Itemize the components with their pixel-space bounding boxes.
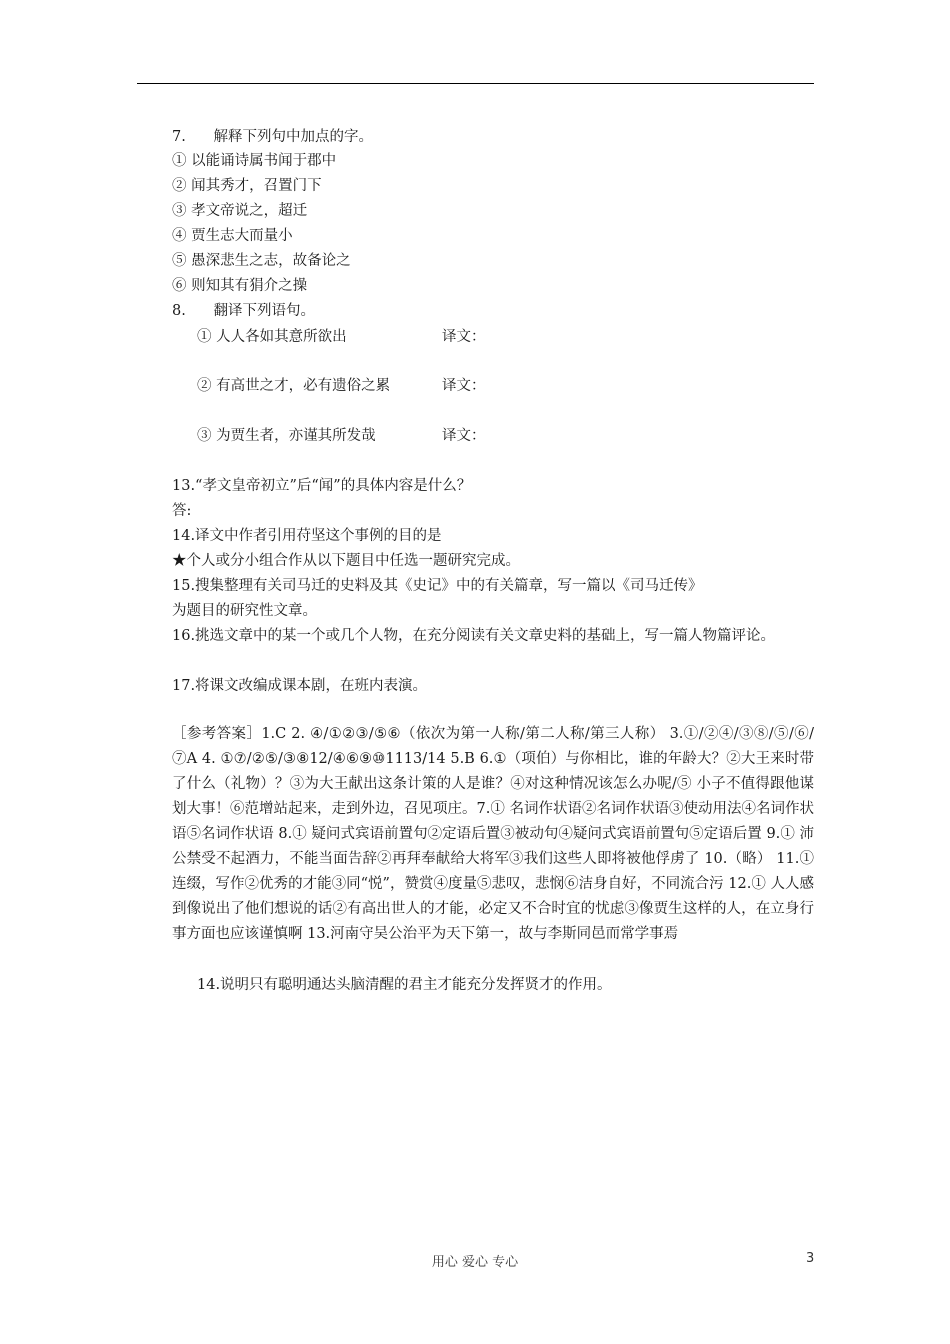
q7-item-1: ① 以能诵诗属书闻于郡中: [172, 153, 337, 169]
q8-item-3-label: 译文：: [442, 428, 486, 444]
q13-answer: 答:: [172, 503, 192, 519]
q17: 17.将课文改编成课本剧，在班内表演。: [172, 678, 428, 694]
star-note: ★个人或分小组合作从以下题目中任选一题研究完成。: [172, 553, 520, 569]
page-footer: 用心 爱心 专心: [431, 1255, 519, 1270]
q8-item-2-label: 译文：: [442, 378, 486, 394]
q15-line-1: 15.搜集整理有关司马迁的史料及其《史记》中的有关篇章，写一篇以《司马迁传》: [172, 578, 703, 594]
q16: 16.挑选文章中的某一个或几个人物，在充分阅读有关文章史料的基础上，写一篇人物篇评论。: [172, 628, 776, 644]
page-number: 3: [806, 1251, 815, 1266]
q7-item-3: ③ 孝文帝说之，超迁: [172, 203, 308, 219]
q8-item-2: ② 有高世之才，必有遗俗之累: [197, 378, 391, 394]
q7-item-5: ⑤ 愚深悲生之志，故备论之: [172, 253, 351, 269]
q7-item-2: ② 闻其秀才，召置门下: [172, 178, 322, 194]
q8-title: 8. 翻译下列语句。: [172, 303, 315, 319]
q7-title: 7. 解释下列句中加点的字。: [172, 129, 373, 145]
q8-item-1: ① 人人各如其意所欲出: [197, 329, 347, 345]
answer-14: 14.说明只有聪明通达头脑清醒的君主才能充分发挥贤才的作用。: [197, 977, 612, 993]
q14: 14.译文中作者引用苻坚这个事例的目的是: [172, 528, 442, 544]
q8-item-3: ③ 为贾生者，亦谨其所发哉: [197, 428, 376, 444]
reference-answers: ［参考答案］1.C 2. ④/①②③/⑤⑥（依次为第一人称/第二人称/第三人称） 3.①/②④/③⑧/⑤/⑥/⑦A 4. ①⑦/②⑤/③⑧12/④⑥⑨⑩1113/14 5.B 6.①（项伯）与你相比，谁的年龄大？②大王来时带了什么（礼物）？③为大王献出这条计策的人是谁？④对这种情况该怎么办呢/⑤ 小子不值得跟他谋划大事！⑥范增站起来，走到外边，召见项庄。7.① 名词作状语②名词作状语③使动用法④名词作状语⑤名词作状语 8.① 疑问式宾语前置句②定语后置③被动句④疑问式宾语前置句⑤定语后置 9.① 沛公禁受不起酒力，不能当面告辞②再拜奉献给大将军③我们这些人即将被他俘虏了 10.（略） 11.① 连缀，写作②优秀的才能③同“悦”，赞赏④度量⑤悲叹，悲悯⑥洁身自好，不同流合污 12.① 人人感到像说出了他们想说的话②有高出世人的才能，必定又不合时宜的忧虑③像贾生这样的人，在立身行事方面也应该谨慎啊 13.河南守吴公治平为天下第一，故与李斯同邑而常学事焉: [172, 726, 814, 942]
header-rule: [137, 83, 814, 84]
q13: 13.“孝文皇帝初立”后“闻”的具体内容是什么？: [172, 478, 472, 494]
q7-item-6: ⑥ 则知其有狷介之操: [172, 278, 308, 294]
q7-item-4: ④ 贾生志大而量小: [172, 228, 293, 244]
q15-line-2: 为题目的研究性文章。: [172, 603, 317, 619]
q8-item-1-label: 译文：: [442, 329, 486, 345]
